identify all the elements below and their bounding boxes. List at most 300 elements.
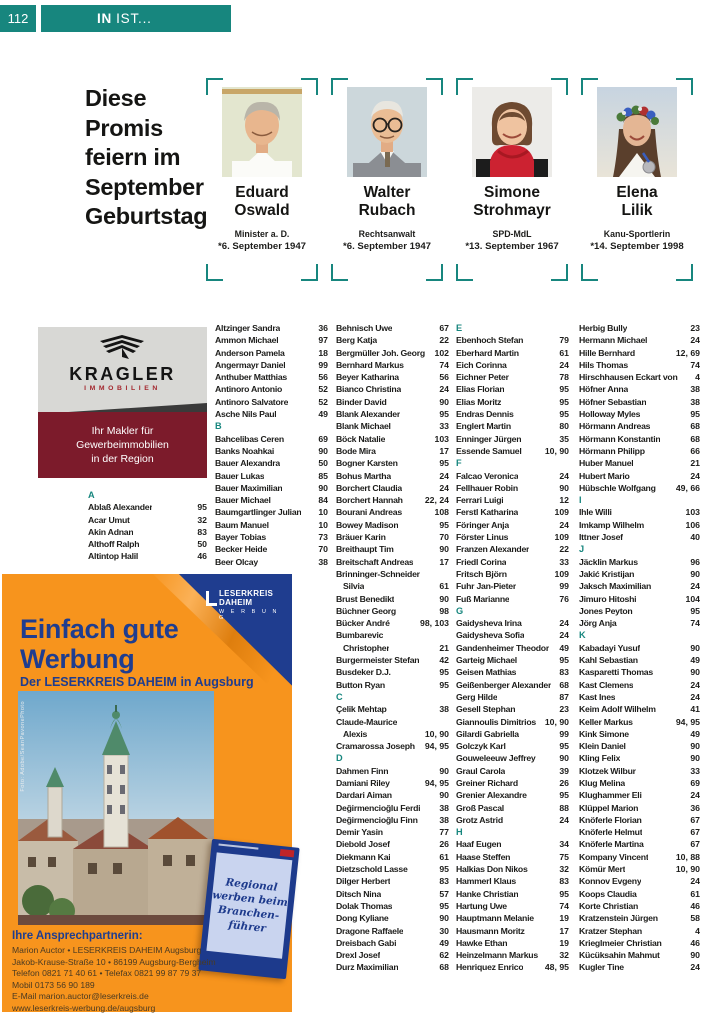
index-entry (579, 691, 700, 703)
index-entry (336, 531, 449, 543)
index-entry-page: 23 (559, 704, 569, 715)
index-entry (215, 482, 328, 494)
index-entry-name: Antinoro Salvatore (215, 396, 289, 407)
index-entry (456, 531, 569, 543)
celebrity-card-eduard-oswald (206, 78, 318, 281)
index-entry-page: 49 (690, 655, 700, 666)
index-entry (336, 470, 449, 482)
index-entry-name: Knöferle Florian (579, 814, 642, 825)
index-entry (579, 752, 700, 764)
index-entry-name: Bourani Andreas (336, 507, 402, 518)
index-entry-page: 95 (439, 667, 449, 678)
index-entry-name: Gouweleeuw Jeffrey (456, 753, 536, 764)
index-entry (579, 679, 700, 691)
index-entry-page: 95 (559, 741, 569, 752)
index-entry-page: 74 (690, 618, 700, 629)
celebrity-role: Kanu-Sportlerin (603, 229, 671, 239)
index-entry-page: 90 (439, 913, 449, 924)
index-entry (579, 838, 700, 850)
contact-line: Telefon 0821 71 40 61 • Telefax 0821 99 87 79 37 (12, 968, 202, 979)
index-entry-page: 85 (318, 470, 328, 481)
index-letter: C (336, 691, 343, 702)
index-entry (456, 371, 569, 383)
index-entry (579, 888, 700, 900)
index-entry (336, 875, 449, 887)
section-header-bar (41, 5, 231, 32)
index-entry-page: 24 (690, 581, 700, 592)
index-entry-page: 12 (559, 495, 569, 506)
index-entry (579, 556, 700, 568)
corner-bracket-icon (301, 78, 318, 95)
index-entry-page: 90 (690, 753, 700, 764)
index-entry-page: 90 (690, 642, 700, 653)
index-entry (336, 580, 449, 592)
index-entry-page: 38 (690, 396, 700, 407)
index-entry-name: Föringer Anja (456, 519, 509, 530)
ad-contact-block (12, 930, 244, 1015)
index-entry-page: 61 (559, 347, 569, 358)
index-entry-page: 41 (690, 704, 700, 715)
index-entry (215, 408, 328, 420)
index-entry-name: Koops Claudia (579, 888, 637, 899)
leserkreis-logo (219, 589, 285, 621)
index-entry-name: Ditsch Nina (336, 888, 382, 899)
intro-line: Promis (85, 114, 163, 141)
index-entry-page: 90 (439, 396, 449, 407)
index-entry-page: 83 (559, 876, 569, 887)
index-entry (336, 359, 449, 371)
index-entry-name: Bohus Martha (336, 470, 391, 481)
index-entry-name: Gerg Hilde (456, 691, 498, 702)
index-entry (579, 777, 700, 789)
index-entry-page: 24 (439, 384, 449, 395)
index-entry-name: Bowey Madison (336, 519, 399, 530)
index-entry (456, 691, 569, 703)
contact-lines (12, 945, 244, 1015)
kragler-sub-text: IMMOBILIEN (84, 385, 161, 392)
index-entry (215, 371, 328, 383)
index-entry-name: Korte Christian (579, 900, 639, 911)
index-entry-name: Acar Umut (88, 514, 130, 525)
index-entry-name: Dong Kyliane (336, 913, 389, 924)
index-entry-name: Klug Melina (579, 777, 625, 788)
contact-line: Marion Auctor • LESERKREIS DAHEIM Augsburg (12, 945, 202, 955)
index-entry-name: Akin Adnan (88, 526, 134, 537)
index-entry-page: 83 (559, 667, 569, 678)
index-entry-name: Gandenheimer Theodor (456, 642, 549, 653)
index-entry (579, 408, 700, 420)
index-entry (456, 470, 569, 482)
index-entry-page: 49, 66 (675, 482, 700, 493)
index-entry-page: 74 (690, 359, 700, 370)
index-entry-name: Silvia (343, 581, 365, 592)
index-entry-name: Bauer Michael (215, 495, 271, 506)
index-entry-name: Golczyk Karl (456, 741, 506, 752)
portrait-photo (347, 87, 427, 177)
index-entry-page: 95 (439, 864, 449, 875)
leserkreis-werbung-ad[interactable] (2, 574, 292, 1012)
index-entry (579, 949, 700, 961)
index-entry-name: Keim Adolf Wilhelm (579, 704, 656, 715)
index-entry-name: Förster Linus (456, 532, 509, 543)
index-entry-name: Jakić Kristijan (579, 568, 635, 579)
index-entry-page: 95 (197, 502, 207, 513)
index-entry-name: Böck Natalie (336, 433, 386, 444)
index-entry-name: Hörmann Andreas (579, 421, 651, 432)
index-entry (456, 543, 569, 555)
index-entry-page: 109 (554, 568, 569, 579)
index-entry-page: 42 (439, 655, 449, 666)
celebrity-role: Rechtsanwalt (358, 229, 416, 239)
intro-line: September (85, 173, 204, 200)
index-entry (579, 925, 700, 937)
index-entry-name: Gesell Stephan (456, 704, 516, 715)
index-entry (579, 740, 700, 752)
index-entry-page: 67 (690, 827, 700, 838)
leserkreis-logo-mark-icon (206, 591, 217, 606)
index-entry-name: Christopher (343, 642, 390, 653)
index-entry (456, 728, 569, 740)
index-entry-page: 24 (559, 519, 569, 530)
index-entry-name: Jäcklin Markus (579, 556, 638, 567)
index-entry-name: Borchert Claudia (336, 482, 402, 493)
index-entry-name: Höfner Sebastian (579, 396, 647, 407)
index-entry-name: Falcao Veronica (456, 470, 519, 481)
index-entry-page: 17 (559, 925, 569, 936)
index-entry (336, 777, 449, 789)
index-entry-page: 90 (439, 790, 449, 801)
index-entry-name: Kast Clemens (579, 679, 634, 690)
index-entry (336, 851, 449, 863)
index-letter: J (579, 544, 585, 555)
index-entry (579, 765, 700, 777)
corner-bracket-icon (456, 78, 473, 95)
kragler-tagline-line: Gewerbeimmobilien (76, 439, 169, 451)
index-entry-page: 61 (690, 888, 700, 899)
index-entry (88, 538, 207, 550)
index-entry (579, 593, 700, 605)
index-entry (336, 642, 449, 654)
index-entry-name: Fritsch Björn (456, 568, 507, 579)
index-entry-page: 74 (439, 359, 449, 370)
celebrity-birthday: *6. September 1947 (218, 241, 306, 252)
index-entry (456, 593, 569, 605)
index-entry (336, 396, 449, 408)
index-entry-page: 22, 24 (424, 495, 449, 506)
index-entry (456, 777, 569, 789)
index-entry (336, 482, 449, 494)
index-entry-page: 66 (690, 445, 700, 456)
index-entry-name: Bumbarevic (336, 630, 384, 641)
index-entry-name: Kugler Tine (579, 962, 624, 973)
index-entry-page: 10, 90 (544, 716, 569, 727)
index-entry-name: Geisen Mathias (456, 667, 517, 678)
index-entry-page: 24 (439, 470, 449, 481)
index-letter: D (336, 753, 343, 764)
index-entry-name: Herbig Bully (579, 323, 628, 333)
index-entry (215, 322, 328, 334)
index-entry-name: Bernhard Markus (336, 359, 404, 370)
index-entry-name: Kabadayi Yusuf (579, 642, 641, 653)
index-entry-page: 106 (685, 519, 700, 530)
corner-bracket-icon (206, 78, 223, 95)
index-entry-page: 94, 95 (424, 777, 449, 788)
index-entry-page: 36 (690, 802, 700, 813)
index-entry-name: Breithaupt Tim (336, 544, 394, 555)
celebrity-name: Elena Lilik (616, 184, 658, 219)
index-entry-page: 62 (439, 950, 449, 961)
index-entry (336, 740, 449, 752)
index-entry-name: Greiner Richard (456, 777, 518, 788)
index-entry-page: 95 (439, 679, 449, 690)
index-entry-page: 90 (439, 544, 449, 555)
celebrity-role: SPD-MdL (492, 229, 532, 239)
index-entry (336, 949, 449, 961)
index-entry-name: Ferstl Katharina (456, 507, 519, 518)
index-column-1 (215, 322, 328, 568)
index-letter: F (456, 458, 462, 469)
intro-line: Geburtstag (85, 203, 208, 229)
index-entry (579, 875, 700, 887)
index-entry (456, 838, 569, 850)
index-entry-page: 103 (434, 433, 449, 444)
index-entry-name: Konnov Evgeny (579, 876, 642, 887)
index-entry (579, 322, 700, 334)
index-entry-page: 19 (559, 937, 569, 948)
index-entry (336, 937, 449, 949)
index-entry (336, 617, 449, 629)
index-entry-page: 33 (690, 765, 700, 776)
index-entry (336, 826, 449, 838)
index-entry-page: 90 (318, 445, 328, 456)
index-entry-name: Kasparetti Thomas (579, 667, 653, 678)
index-entry (215, 396, 328, 408)
index-column-4 (579, 322, 700, 974)
index-entry-page: 19 (559, 913, 569, 924)
index-entry-name: Halkias Don Nikos (456, 864, 528, 875)
index-entry-name: Demir Yasin (336, 827, 383, 838)
index-entry (215, 494, 328, 506)
index-entry-name: Dietzschold Lasse (336, 864, 408, 875)
celebrity-name: Walter Rubach (358, 184, 416, 219)
index-entry (336, 765, 449, 777)
index-entry-name: Ablaß Alexander (88, 502, 153, 513)
index-entry-name: Fuhr Jan-Pieter (456, 581, 516, 592)
index-entry-page: 10, 88 (675, 851, 700, 862)
index-entry-page: 104 (685, 593, 700, 604)
index-entry (579, 826, 700, 838)
index-entry (215, 445, 328, 457)
intro-headline (85, 84, 207, 232)
index-entry-page: 99 (559, 581, 569, 592)
contact-line: Jakob-Krause-Straße 10 • 86199 Augsburg-Bergheim (12, 956, 216, 967)
index-entry-page: 95 (559, 888, 569, 899)
index-entry-name: Bauer Maximilian (215, 482, 283, 493)
index-entry-page: 24 (559, 630, 569, 641)
index-entry-page: 24 (690, 876, 700, 887)
index-entry-page: 21 (690, 458, 700, 469)
index-entry-name: Busdeker D.J. (336, 667, 391, 678)
corner-bracket-icon (206, 264, 223, 281)
index-entry-name: Bräuer Karin (336, 532, 386, 543)
index-entry-page: 18 (318, 347, 328, 358)
contact-line: E-Mail marion.auctor@leserkreis.de (12, 991, 149, 1002)
index-entry-name: Beyer Katharina (336, 372, 399, 383)
index-entry-page: 50 (197, 539, 207, 550)
index-entry (215, 543, 328, 555)
intro-line: Diese (85, 85, 147, 111)
index-entry-page: 21 (439, 642, 449, 653)
kragler-immobilien-ad[interactable] (38, 327, 207, 478)
celebrity-name: Eduard Oswald (234, 184, 290, 219)
index-entry-page: 95 (439, 519, 449, 530)
index-entry (88, 526, 207, 538)
index-letter: G (456, 605, 464, 616)
index-entry (215, 457, 328, 469)
index-entry-page: 61 (439, 851, 449, 862)
index-entry (579, 445, 700, 457)
index-entry-page: 56 (318, 372, 328, 383)
index-entry-page: 46 (197, 551, 207, 562)
index-entry-page: 69 (690, 777, 700, 788)
index-entry-name: Hirschhausen Eckart von (579, 372, 678, 383)
index-entry (336, 728, 449, 740)
index-entry (579, 703, 700, 715)
leserkreis-logo-text: W E R B U N G (219, 609, 280, 621)
index-entry (579, 605, 700, 617)
index-entry-name: Bauer Alexandra (215, 458, 280, 469)
section-title-bold: IN (97, 11, 113, 26)
index-entry-page: 50 (318, 458, 328, 469)
index-entry-name: Endras Dennis (456, 409, 514, 420)
corner-bracket-icon (331, 78, 348, 95)
index-entry-name: Hartung Uwe (456, 900, 507, 911)
index-entry-name: Becker Heide (215, 544, 268, 555)
index-entry-page: 95 (439, 458, 449, 469)
index-entry (579, 642, 700, 654)
index-entry-name: Hörmann Philipp (579, 445, 645, 456)
index-entry (579, 580, 700, 592)
index-entry-page: 90 (439, 593, 449, 604)
index-entry-name: Alexis (343, 728, 368, 739)
index-entry-page: 76 (559, 593, 569, 604)
index-entry-page: 67 (439, 323, 449, 333)
index-entry (215, 470, 328, 482)
index-entry-name: Bayer Tobias (215, 532, 266, 543)
index-entry-page: 24 (690, 962, 700, 973)
flyer-script-line: werben beim (211, 888, 289, 909)
intro-line: feiern im (85, 144, 181, 170)
index-entry-page: 57 (439, 888, 449, 899)
index-entry (336, 322, 449, 334)
index-entry-name: Hawke Ethan (456, 937, 508, 948)
index-entry (336, 371, 449, 383)
index-entry-name: Geißenberger Alexander (456, 679, 552, 690)
kragler-brand-text: KRAGLER (69, 364, 176, 384)
corner-bracket-icon (581, 264, 598, 281)
index-entry-page: 46 (690, 900, 700, 911)
index-entry-page: 10, 90 (544, 445, 569, 456)
index-entry (579, 814, 700, 826)
index-entry-page: 38 (690, 384, 700, 395)
index-entry-page: 68 (439, 962, 449, 973)
index-entry-name: Beer Olcay (215, 556, 258, 567)
index-entry-page: 58 (690, 913, 700, 924)
index-entry-name: Eich Corinna (456, 359, 507, 370)
index-entry (579, 531, 700, 543)
index-entry-name: Hils Thomas (579, 359, 628, 370)
index-entry (456, 482, 569, 494)
corner-bracket-icon (456, 264, 473, 281)
index-entry-page: 95 (439, 900, 449, 911)
index-entry (579, 937, 700, 949)
augsburg-city-photo (18, 691, 214, 925)
index-entry-page: 84 (318, 495, 328, 506)
index-entry-name: Hörmann Konstantin (579, 433, 661, 444)
index-entry-page: 75 (559, 851, 569, 862)
corner-bracket-icon (426, 264, 443, 281)
index-entry-page: 33 (439, 421, 449, 432)
index-entry-name: Diekmann Kai (336, 851, 391, 862)
index-entry-page: 103 (685, 507, 700, 518)
index-entry (336, 334, 449, 346)
index-entry (579, 347, 700, 359)
index-entry-page: 90 (690, 667, 700, 678)
index-entry-name: Heinzelmann Markus (456, 950, 538, 961)
index-entry (336, 925, 449, 937)
index-entry-page: 95 (439, 409, 449, 420)
index-entry-page: 83 (439, 876, 449, 887)
index-entry (215, 334, 328, 346)
index-entry (456, 703, 569, 715)
index-entry (456, 716, 569, 728)
corner-bracket-icon (581, 78, 598, 95)
index-entry-name: Altintop Halil (88, 551, 139, 562)
index-letter: E (456, 323, 463, 333)
index-entry-page: 32 (559, 950, 569, 961)
index-entry (336, 519, 449, 531)
index-entry-page: 17 (439, 445, 449, 456)
index-entry-page: 95 (559, 655, 569, 666)
index-entry (456, 334, 569, 346)
index-entry (215, 347, 328, 359)
index-entry-name: Hermann Michael (579, 335, 648, 346)
index-entry-name: Ittner Josef (579, 532, 623, 543)
portrait-photo (472, 87, 552, 177)
index-entry-page: 90 (559, 482, 569, 493)
index-entry-name: Gaidysheva Sofia (456, 630, 525, 641)
index-entry (579, 506, 700, 518)
flyer-script-line: Regional (224, 875, 279, 894)
index-entry-name: Höfner Anna (579, 384, 629, 395)
index-entry-page: 38 (439, 802, 449, 813)
index-entry-page: 80 (559, 421, 569, 432)
index-entry-name: Angermayr Daniel (215, 359, 286, 370)
index-entry (456, 506, 569, 518)
index-entry (336, 654, 449, 666)
index-entry-name: Brust Benedikt (336, 593, 395, 604)
index-entry-name: Haaf Eugen (456, 839, 502, 850)
index-entry-name: Anderson Pamela (215, 347, 285, 358)
index-entry (456, 814, 569, 826)
index-entry-name: Bahcelibas Ceren (215, 433, 284, 444)
index-entry-name: Henriquez Enrico (456, 962, 524, 973)
index-entry (456, 802, 569, 814)
index-entry-name: Klein Daniel (579, 741, 626, 752)
index-entry-page: 36 (318, 323, 328, 333)
index-entry-name: Knöferle Helmut (579, 827, 643, 838)
index-entry-name: Klüppel Marion (579, 802, 639, 813)
